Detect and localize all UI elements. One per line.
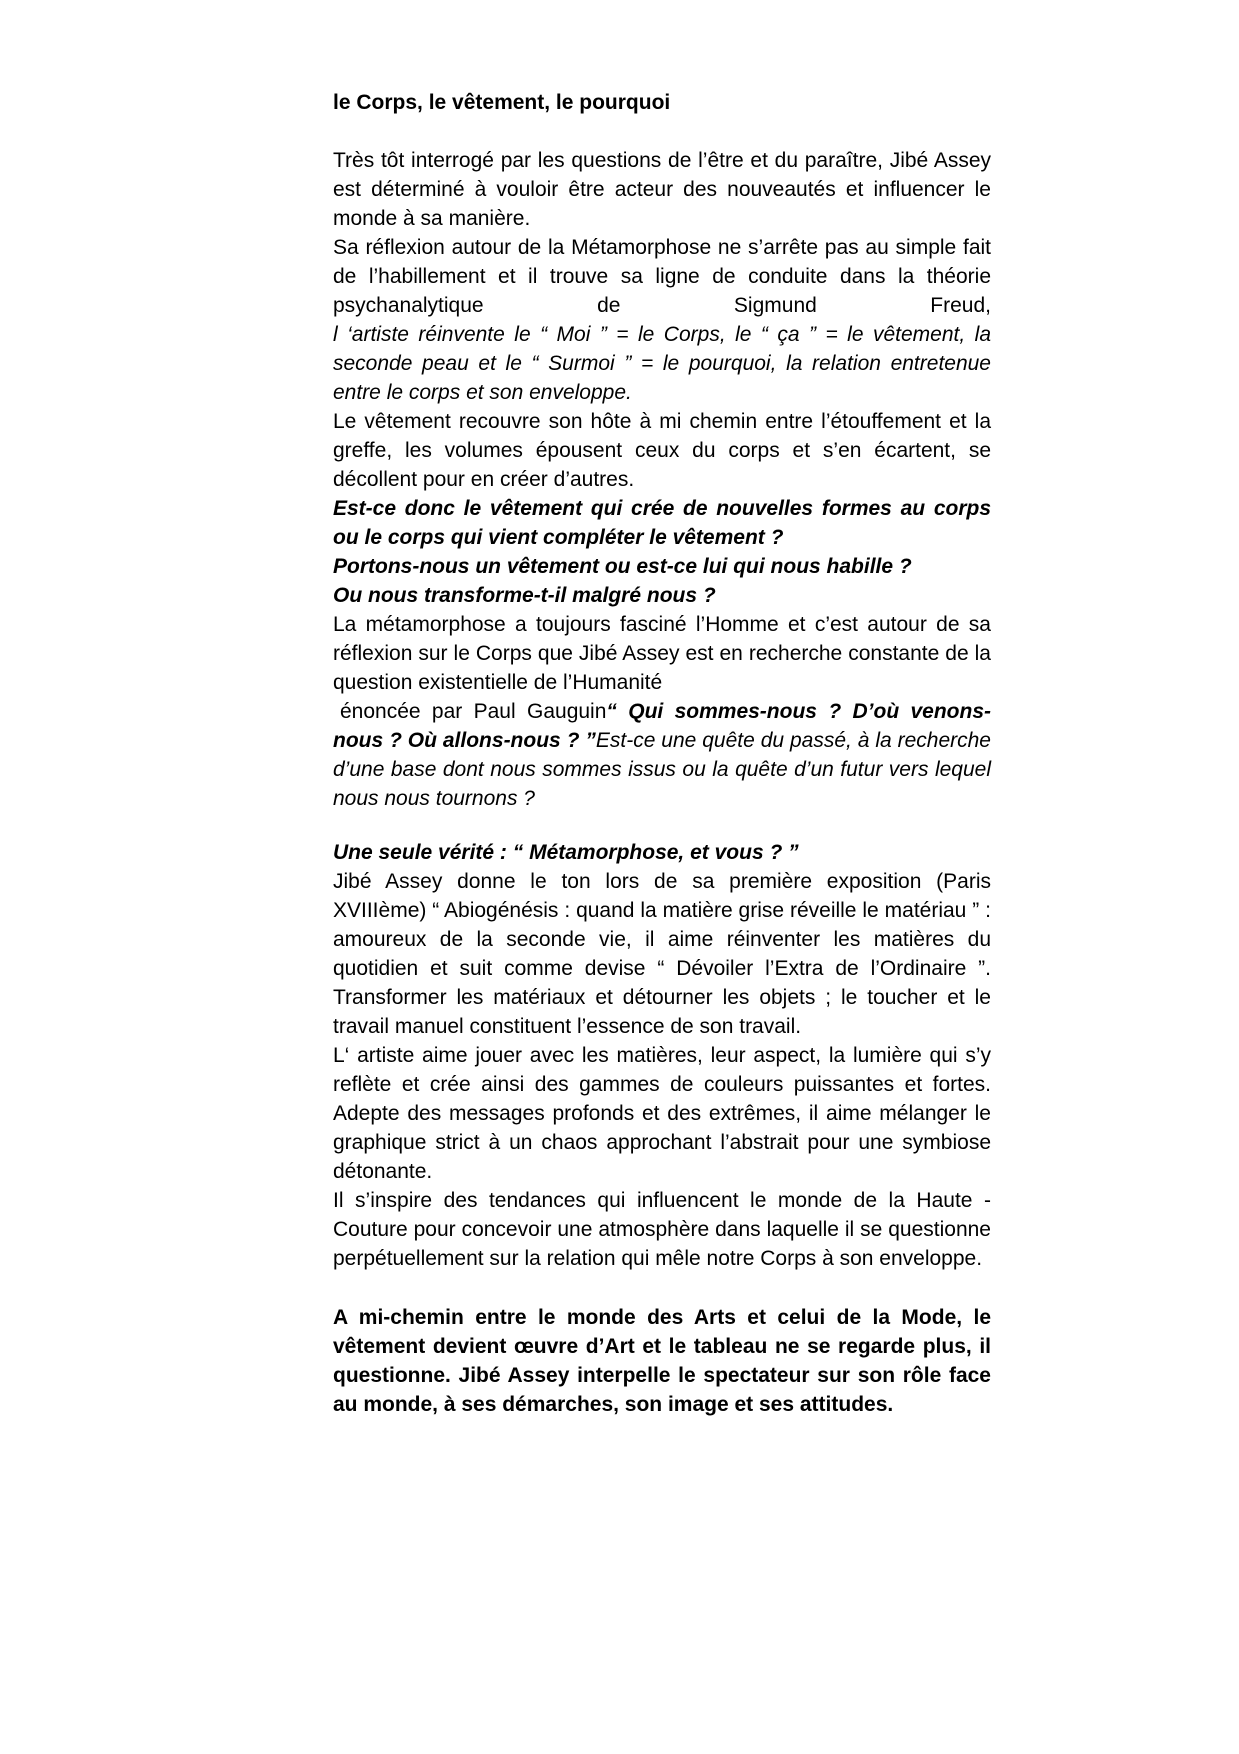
text-segment: l ‘artiste réinvente le “ Moi ” = le Corps, le “ ça ” = le vêtement, la seconde peau et le “ Surmoi ” = le pourquoi, la relation entretenue entre le corps et son enveloppe. [333, 323, 991, 404]
text-segment: Il s’inspire des tendances qui influencent le monde de la Haute - Couture pour concevoir une atmosphère dans laquelle il se questionne perpétuellement sur la relation qui mêle notre Corps à son enveloppe. [333, 1189, 991, 1270]
text-segment: Est-ce donc le vêtement qui crée de nouvelles formes au corps ou le corps qui vient compléter le vêtement ? [333, 497, 991, 549]
paragraph-reflexion [333, 233, 991, 320]
text-segment: L‘ artiste aime jouer avec les matières, leur aspect, la lumière qui s’y reflète et crée ainsi des gammes de couleurs puissantes et fortes. Adepte des messages profonds et des extrêmes, il aime mélanger le graphique strict à un chaos approchant l’abstrait pour une symbiose détonante. [333, 1044, 991, 1183]
paragraph-conclusion [333, 1303, 991, 1419]
paragraph-question-2 [333, 552, 991, 581]
paragraph-freud-quote [333, 320, 991, 407]
paragraph-metamorphose [333, 610, 991, 697]
text-segment: Très tôt interrogé par les questions de l’être et du paraître, Jibé Assey est déterminé à vouloir être acteur des nouveautés et influencer le monde à sa manière. [333, 149, 991, 230]
paragraph-vetement-hote [333, 407, 991, 494]
paragraph-question-3 [333, 581, 991, 610]
paragraph-haute-couture [333, 1186, 991, 1273]
text-segment: Une seule vérité : “ Métamorphose, et vous ? ” [333, 841, 799, 864]
text-segment: énoncée par Paul Gauguin [340, 700, 607, 723]
text-block [333, 88, 991, 1419]
text-segment-quote: “ Qui sommes-nous ? D’où venons-nous ? Où allons-nous ? ” [333, 700, 992, 752]
paragraph-intro [333, 146, 991, 233]
paragraph-matieres [333, 1041, 991, 1186]
text-segment: A mi-chemin entre le monde des Arts et celui de la Mode, le vêtement devient œuvre d’Art et le tableau ne se regarde plus, il questionne. Jibé Assey interpelle le spectateur sur son rôle face au monde, à ses démarches, son image et ses attitudes. [333, 1306, 991, 1416]
text-segment: Le vêtement recouvre son hôte à mi chemin entre l’étouffement et la greffe, les volumes épousent ceux du corps et s’en écartent, se décollent pour en créer d’autres. [333, 410, 991, 491]
paragraph-exposition [333, 867, 991, 1041]
text-segment: Jibé Assey donne le ton lors de sa première exposition (Paris XVIIIème) “ Abiogénésis : quand la matière grise réveille le matériau ” : amoureux de la seconde vie, il aime réinventer les matières du quotidien et suit comme devise “ Dévoiler l’Extra de l’Ordinaire ”. Transformer les matériaux et détourner les objets ; le toucher et le travail manuel constituent l’essence de son travail. [333, 870, 991, 1038]
document-title: le Corps, le vêtement, le pourquoi [333, 91, 671, 114]
paragraph-gauguin [333, 697, 991, 813]
text-segment: Portons-nous un vêtement ou est-ce lui qui nous habille ? [333, 555, 912, 578]
paragraph-question-1 [333, 494, 991, 552]
text-segment: Sa réflexion autour de la Métamorphose ne s’arrête pas au simple fait de l’habillement et il trouve sa ligne de conduite dans la théorie psychanalytique de Sigmund Freud, [333, 236, 991, 317]
text-segment: La métamorphose a toujours fasciné l’Homme et c’est autour de sa réflexion sur le Corps que Jibé Assey est en recherche constante de la question existentielle de l’Humanité [333, 613, 991, 694]
text-segment-quete: Est-ce une quête du passé, à la recherche d’une base dont nous sommes issus ou la quête d’un futur vers lequel nous nous tournons ? [333, 729, 991, 810]
section-heading-verite [333, 838, 991, 867]
text-segment: Ou nous transforme-t-il malgré nous ? [333, 584, 716, 607]
